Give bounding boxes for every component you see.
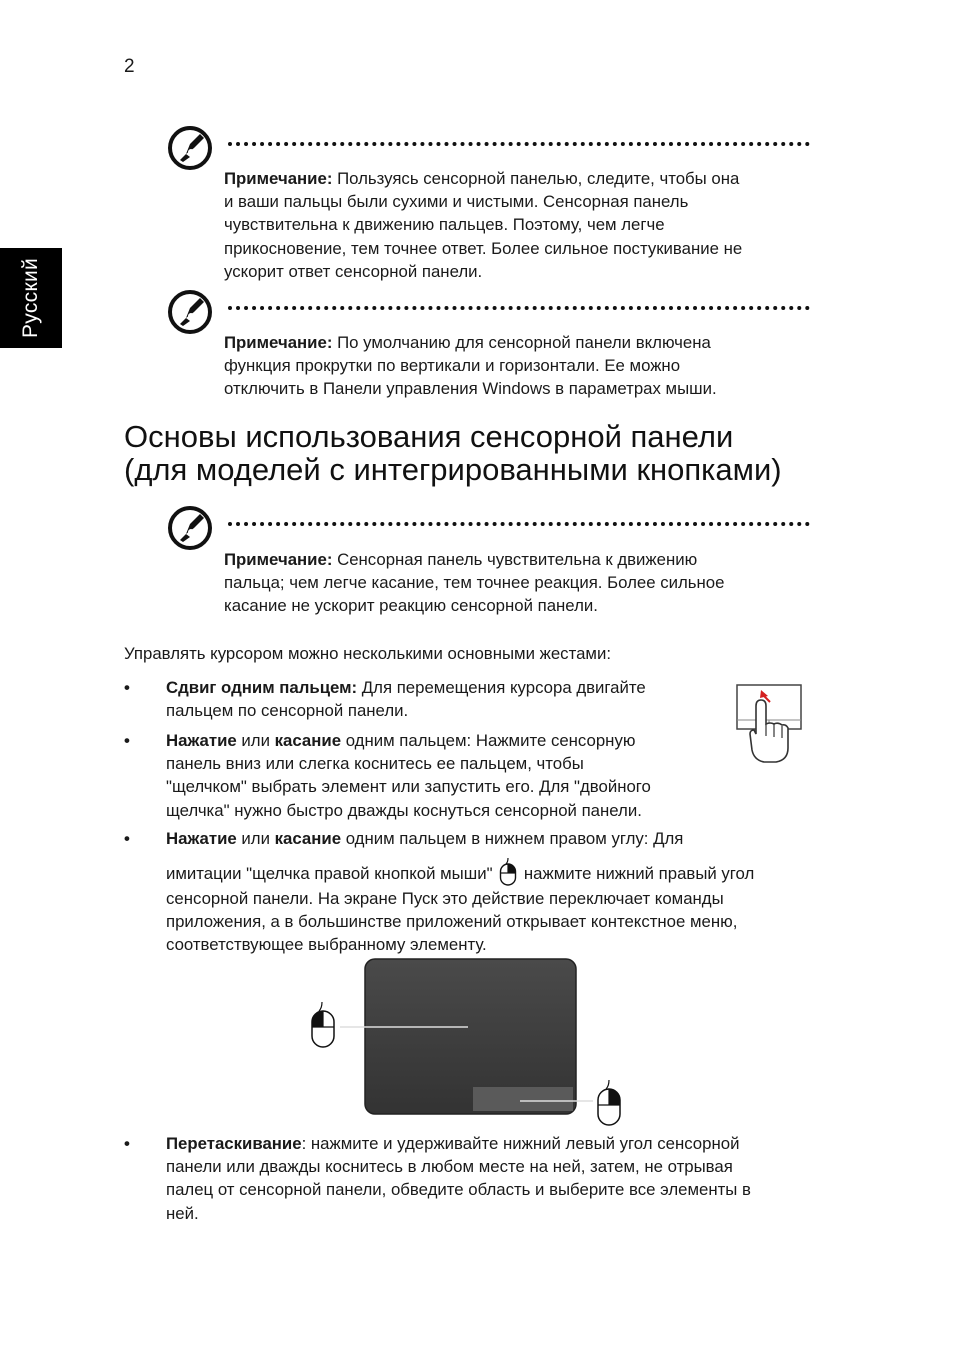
bullet-marker: •	[124, 678, 130, 697]
note-text: Примечание: Сенсорная панель чувствительна к движению пальца; чем легче касание, тем точнее реакция. Более сильное касание не ускорит реакцию сенсорной панели.	[224, 550, 725, 616]
note-label: Примечание:	[224, 550, 333, 569]
note-text: Примечание: По умолчанию для сенсорной панели включена функция прокрутки по вертикали и горизонтали. Ее можно отключить в Панели управления Windows в параметрах мыши.	[224, 333, 717, 399]
section-heading: Основы использования сенсорной панели (для моделей с интегрированными кнопками)	[124, 419, 782, 487]
bullet-marker: •	[124, 829, 130, 848]
note-label: Примечание:	[224, 333, 333, 352]
finger-swipe-icon	[734, 682, 804, 766]
note-pen-icon	[166, 124, 214, 172]
note-pen-icon	[166, 288, 214, 336]
bullet-marker: •	[124, 731, 130, 750]
note-divider	[228, 306, 810, 310]
note-label: Примечание:	[224, 169, 333, 188]
note-divider	[228, 522, 810, 526]
language-tab-label: Русский	[19, 257, 42, 339]
touchpad-illustration	[300, 954, 640, 1130]
page-number: 2	[124, 56, 135, 77]
note-text: Примечание: Пользуясь сенсорной панелью, следите, чтобы она и ваши пальцы были сухими и чистыми. Сенсорная панель чувствительна к движению пальцев. Поэтому, чем легче прикосновение, тем точнее ответ. Более сильное постукивание не ускорит ответ сенсорной панели.	[224, 169, 743, 281]
mouse-right-button-icon	[598, 1080, 620, 1125]
mouse-left-button-icon	[312, 1002, 334, 1047]
gestures-intro: Управлять курсором можно несколькими основными жестами:	[124, 644, 611, 663]
bullet-marker: •	[124, 1134, 130, 1153]
mouse-right-button-icon	[499, 857, 517, 887]
note-pen-icon	[166, 504, 214, 552]
language-tab	[0, 248, 62, 348]
note-divider	[228, 142, 810, 146]
